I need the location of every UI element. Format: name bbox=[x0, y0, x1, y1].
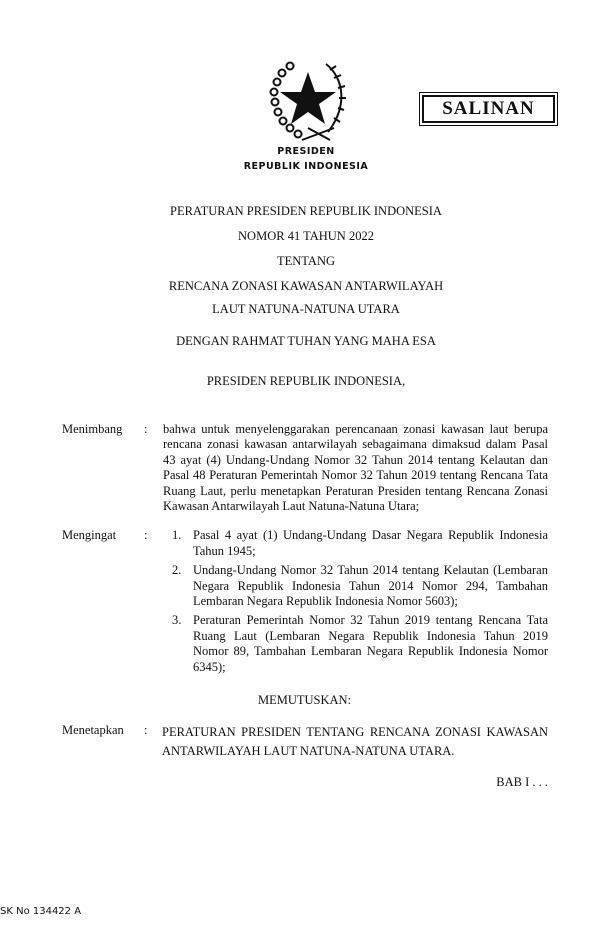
mengingat-label: Mengingat bbox=[62, 528, 117, 543]
item-text: Pasal 4 ayat (1) Undang-Undang Dasar Negara Republik Indonesia Tahun 1945; bbox=[193, 528, 548, 558]
menetapkan-label: Menetapkan bbox=[62, 722, 124, 737]
preamble-line-2: PRESIDEN REPUBLIK INDONESIA, bbox=[206, 374, 406, 388]
mengingat-item bbox=[172, 563, 548, 609]
continuation-marker: BAB I . . . bbox=[496, 774, 548, 789]
office-line-2: REPUBLIK INDONESIA bbox=[243, 161, 369, 172]
menetapkan-text: PERATURAN PRESIDEN TENTANG RENCANA ZONASI KAWASAN ANTARWILAYAH LAUT NATUNA-NATUNA UTARA. bbox=[162, 724, 548, 758]
title-line-3: TENTANG bbox=[276, 254, 335, 268]
salinan-stamp: SALINAN bbox=[422, 95, 555, 123]
item-number: 1. bbox=[172, 528, 182, 543]
mengingat-colon: : bbox=[144, 528, 148, 543]
office-line-1: PRESIDEN bbox=[277, 146, 335, 157]
mengingat-item bbox=[172, 613, 548, 675]
preamble-line-1: DENGAN RAHMAT TUHAN YANG MAHA ESA bbox=[176, 334, 436, 348]
title-line-1: PERATURAN PRESIDEN REPUBLIK INDONESIA bbox=[170, 204, 442, 218]
item-text: Peraturan Pemerintah Nomor 32 Tahun 2019 tentang Rencana Tata Ruang Laut (Lembaran Negara Republik Indonesia Tahun 2019 Nomor 89, Tambahan Lembaran Negara Republik Indonesia Nomor 6345); bbox=[193, 613, 548, 674]
serial-number: SK No 134422 A bbox=[0, 906, 82, 917]
title-line-4: RENCANA ZONASI KAWASAN ANTARWILAYAH bbox=[168, 279, 444, 293]
menetapkan-colon: : bbox=[144, 722, 148, 737]
menimbang-label: Menimbang bbox=[62, 422, 123, 436]
mengingat-list bbox=[172, 528, 548, 679]
title-line-2: NOMOR 41 TAHUN 2022 bbox=[238, 229, 374, 243]
memutuskan-heading: MEMUTUSKAN: bbox=[258, 693, 352, 708]
item-number: 3. bbox=[172, 613, 182, 628]
menetapkan-section bbox=[62, 723, 548, 761]
mengingat-section bbox=[62, 528, 548, 679]
item-number: 2. bbox=[172, 563, 182, 578]
title-line-5: LAUT NATUNA-NATUNA UTARA bbox=[212, 302, 400, 316]
menimbang-section bbox=[62, 422, 548, 514]
menimbang-text: bahwa untuk menyelenggarakan perencanaan zonasi kawasan laut berupa rencana zonasi kawasan antarwilayah sebagaimana dimaksud dalam Pasal 43 ayat (4) Undang-Undang Nomor 32 Tahun 2014 tentang Kelautan dan Pasal 48 Peraturan Pemerintah Nomor 32 Tahun 2019 tentang Rencana Tata Ruang Laut, perlu menetapkan Peraturan Presiden tentang Rencana Zonasi Kawasan Antarwilayah Laut Natuna-Natuna Utara; bbox=[163, 422, 548, 514]
menimbang-colon: : bbox=[144, 422, 148, 436]
decree-body bbox=[62, 422, 548, 790]
mengingat-item bbox=[172, 528, 548, 559]
item-text: Undang-Undang Nomor 32 Tahun 2014 tentang Kelautan (Lembaran Negara Republik Indonesia Tahun 2014 Nomor 294, Tambahan Lembaran Negara Republik Indonesia Nomor 5603); bbox=[193, 563, 548, 609]
garuda-emblem-icon bbox=[268, 60, 352, 142]
